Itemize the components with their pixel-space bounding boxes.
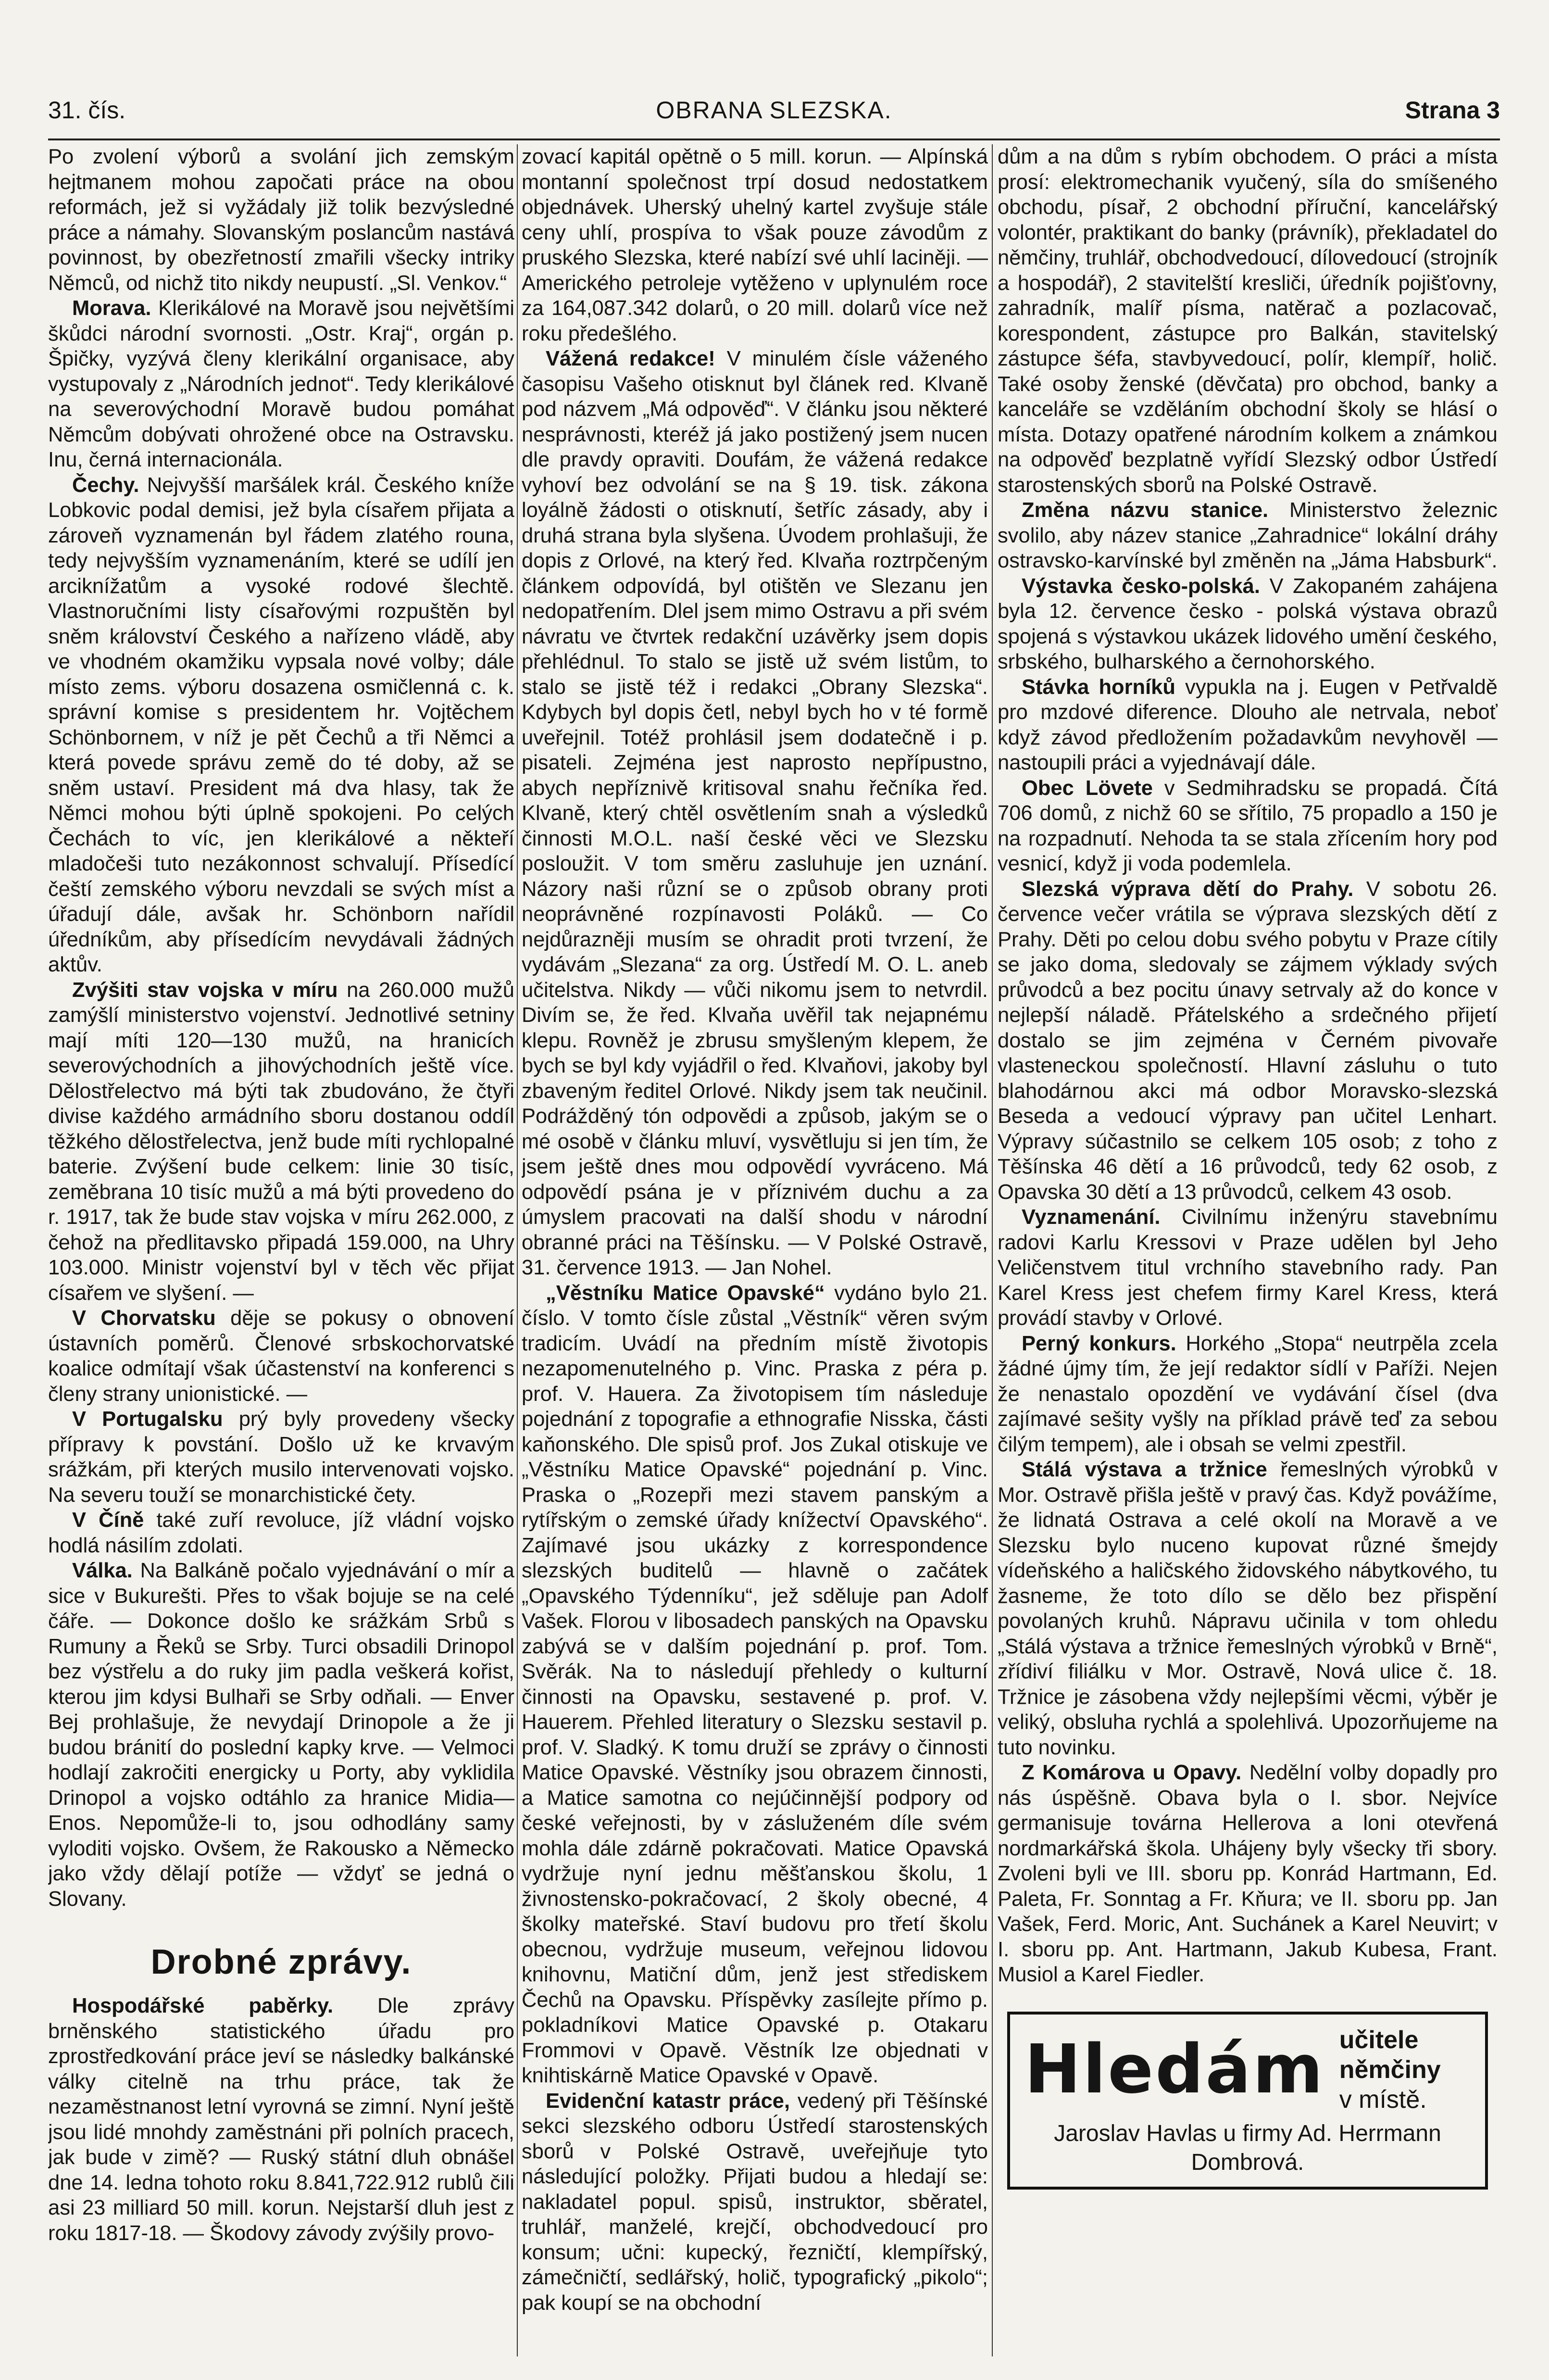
article-text: Civilnímu inženýru stavebnímu radovi Karlu Kressovi v Praze udělen byl Jeho Veličenstvem titul vrchního stavebního rady. Pan Karel Kress jest chefem firmy Karel Kress, která provádí stavby v Orlové. bbox=[998, 1206, 1498, 1330]
newspaper-title: OBRANA SLEZSKA. bbox=[656, 97, 892, 124]
article-text: řemeslných výrobků v Mor. Ostravě přišla ještě v pravý čas. Když povážíme, že lidnatá Ostrava a celé okolí na Moravě a ve Slezsku bylo nuceno kupovat různé šmejdy vídeňského a haličského židovského nábytkového, tu žasneme, že toto dílo se dělo bez přispění povolaných kruhů. Nápravu učinila v tom ohledu „Stálá výstava a tržnice řemeslných výrobků v Brně“, zřídiví filiálku v Mor. Ostravě, Nová ulice č. 18. Tržnice je zásobena vždy nejlepšími věcmi, výběr je veliký, obsluha rychlá a spolehlivá. Upozorňujeme na tuto novinku. bbox=[998, 1458, 1498, 1759]
article-paragraph bbox=[48, 1407, 514, 1508]
article-paragraph bbox=[998, 1331, 1498, 1458]
issue-number: 31. čís. bbox=[48, 97, 126, 124]
article-paragraph bbox=[48, 1306, 514, 1407]
article-keyword: V Chorvatsku bbox=[72, 1307, 216, 1330]
article-paragraph bbox=[998, 877, 1498, 1205]
article-keyword: Hospodářské paběrky. bbox=[72, 1994, 334, 2017]
article-text: vydáno bylo 21. číslo. V tomto čísle zůstal „Věstník“ věren svým tradicím. Uvádí na předním místě životopis nezapomenutelného p. Vinc. Praska z péra p. prof. V. Hauera. Za životopisem tím následuje pojednání z topografie a ethnografie Nisska, části kaňonského. Dle spisů prof. Jos Zukal otiskuje ve „Věstníku Matice Opavské“ pojednání p. Vinc. Praska o „Rozepři mezi stavem panským a rytířským o zemské úřady knížectví Opavského“. Zajímavé jsou ukázky z korrespondence slezských buditelů — hlavně o začátek „Opavského Týdenníku“, jež sděluje pan Adolf Vašek. Florou v libosadech panských na Opavsku zabývá se v dalším pojednání p. prof. Tom. Svěrák. Na to následují přehledy o kulturní činnosti na Opavsku, sestavené p. prof. V. Hauerem. Přehled literatury o Slezsku sestavil p. prof. V. Sladký. K tomu druží se zprávy o činnosti Matice Opavské. Věstníky jsou obrazem činnosti, a Matice samotna co nejúčinnější podpory od české veřejnosti, by v zásluženém díle svém mohla dále zdárně pokračovati. Matice Opavská vydržuje nyní jednu měšťanskou školu, 1 živnostensko-pokračovací, 2 školy obecné, 4 školky mateřské. Staví budovu pro třetí školu obecnou, vydržuje museum, veřejnou lidovou knihovnu, Matiční dům, jenž jest střediskem Čechů na Opavsku. Příspěvky zasílejte přímo p. pokladníkovi Matice Opavské p. Otakaru Frommovi v Opavě. Věstník lze objednati v knihtiskárně Matice Opavské v Opavě. bbox=[522, 1281, 988, 2087]
article-keyword: Vyznamenání. bbox=[1022, 1206, 1161, 1229]
article-keyword: Stálá výstava a tržnice bbox=[1022, 1458, 1267, 1481]
article-keyword: Změna názvu stanice. bbox=[1022, 499, 1269, 522]
section-heading: Drobné zprávy. bbox=[150, 1943, 412, 1981]
article-keyword: Čechy. bbox=[72, 473, 139, 497]
article-text: vypukla na j. Eugen v Petřvaldě pro mzdové diference. Dlouho ale netrvala, neboť když závod předložením požadavkům nevyhověl — nastoupili práci a vyjednávají dále. bbox=[998, 675, 1498, 774]
article-keyword: Stávka horníků bbox=[1022, 675, 1175, 699]
article-keyword: V Číně bbox=[72, 1509, 144, 1532]
article-keyword: V Portugalsku bbox=[72, 1408, 223, 1431]
column-2 bbox=[522, 144, 988, 2356]
article-keyword: Morava. bbox=[72, 297, 151, 320]
article-text: také zuří revoluce, jíž vládní vojsko hodlá násilím zdolati. bbox=[48, 1509, 514, 1557]
article-text: Dle zprávy brněnského statistického úřadu pro zprostředkování práce jeví se následky balkánské války citelně na trhu práce, tak že nezaměstnanost letní vyrovná se zimní. Nyní ještě jsou lidé mnohdy zaměstnáni při polních pracech, jak bude v zimě? — Ruský státní dluh obnášel dne 14. ledna tohoto roku 8.841,722.912 rublů čili asi 23 milliard 50 mill. korun. Nejstarší dluh jest z roku 1817-18. — Škodovy závody zvýšily provo- bbox=[48, 1994, 514, 2245]
article-keyword: Zvýšiti stav vojska v míru bbox=[72, 978, 338, 1002]
ad-signature-line: Dombrová. bbox=[1191, 2149, 1304, 2175]
article-paragraph: zovací kapitál opětně o 5 mill. korun. — Alpínská montanní společnost trpí dosud nedostatkem objednávek. Uherský uhelný kartel zvyšuje stále ceny uhlí, prospíva to však pouze závodům z pruského Slezska, které nabízí své uhlí laciněji. — Amerického petroleje vytěženo v uplynulém roce za 164,087.342 dolarů, o 20 mill. dolarů více než roku předešlého. bbox=[522, 145, 988, 345]
article-paragraph bbox=[998, 675, 1498, 776]
article-text: děje se pokusy o obnovení ústavních poměrů. Členové srbskochorvatské koalice odmítají však účastenství na konferenci s členy strany unionistické. — bbox=[48, 1307, 514, 1406]
ad-headline-row bbox=[1024, 2025, 1471, 2115]
article-text: V Zakopaném zahájena byla 12. července česko - polská výstava obrazů spojená s výstavkou ukázek lidového umění českého, srbského, bulharského a černohorského. bbox=[998, 574, 1498, 673]
column-1 bbox=[48, 144, 514, 2356]
ad-signature bbox=[1024, 2119, 1471, 2177]
article-paragraph bbox=[998, 1205, 1498, 1331]
article-paragraph bbox=[48, 978, 514, 1306]
article-keyword: Slezská výprava dětí do Prahy. bbox=[1022, 877, 1354, 901]
article-paragraph bbox=[48, 296, 514, 473]
ad-headline: Hledám bbox=[1024, 2030, 1325, 2109]
article-paragraph bbox=[998, 776, 1498, 877]
article-text: Nejvyšší maršálek král. Českého kníže Lobkovic podal demisi, jež byla císařem přijata a zároveň vyznamenán byl řádem zlatého rouna, tedy nejvyšším vyznamenáním, které se udílí jen arciknížatům a vysoké rodové šlechtě. Vlastnoručními listy císařovými rozpuštěn byl sněm království Českého a nařízeno vládě, aby ve vhodném okamžiku vypsala nové volby; dále místo zems. výboru dosazena osmičlenná c. k. správní komise s presidentem hr. Vojtěchem Schönbornem, v níž je pět Čechů a tři Němci a která povede správu země do té doby, až se sněm ustaví. President má dva hlasy, tak že Němci mohou býti úplně spokojeni. Po celých Čechách to víc, jen klerikálové a někteří mladočeši tuto nezákonnost schvalují. Přísedící čeští zemského výboru nevzdali se svých míst a úřadují dále, avšak hr. Schönborn nařídil úředníkům, aby přísedícím nevydávali žádných aktův. bbox=[48, 473, 514, 976]
article-text: Na Balkáně počalo vyjednávání o mír a sice v Bukurešti. Přes to však bojuje se na celé čáře. — Dokonce došlo ke srážkám Srbů s Rumuny a Řeků se Srby. Turci obsadili Drinopol bez výstřelu a do ruky jim padla veškerá kořist, kterou jim kdysi Bulhaři se Srby odňali. — Enver Bej prohlašuje, že nevydají Drinopole a že ji budou bránití do poslední kapky krve. — Velmoci hodlají zakročiti energicky u Porty, aby vyklidila Drinopol a vojsko odtáhlo za hranice Midia—Enos. Nepomůže-li to, jsou odhodlány samy vyloditi vojsko. Ovšem, že Rakousko a Německo jako vždy dělají potíže — vždyť se jedná o Slovany. bbox=[48, 1559, 514, 1911]
article-text: na 260.000 mužů zamýšlí ministerstvo vojenství. Jednotlivé setniny mají míti 120—130 mužů, na hranicích severovýchodních a jihovýchodních ještě více. Dělostřelectvo má býti tak zbudováno, že čtyři divise každého armádního sboru dostanou oddíl těžkého dělostřelectva, jenž bude míti rychlopalné baterie. Zvýšení bude celkem: linie 30 tisíc, zeměbrana 10 tisíc mužů a má býti provedeno do r. 1917, tak že bude stav vojska v míru 262.000, z čehož na předlitavsko připadá 159.000, na Uhry 103.000. Ministr vojenství byl v těch věc přijat císařem ve slyšení. — bbox=[48, 978, 514, 1305]
article-paragraph bbox=[522, 1281, 988, 2089]
article-keyword: Válka. bbox=[72, 1559, 133, 1582]
article-text: Ministerstvo železnic svolilo, aby název stanice „Zahradnice“ lokální dráhy ostravsko-karvínské byl změněn na „Jáma Habsburk“. bbox=[998, 499, 1498, 572]
page-number: Strana 3 bbox=[1405, 97, 1500, 124]
article-text: vedený při Těšínské sekci slezského odboru Ústředí starostenských sborů v Polské Ostravě, uveřejňuje tyto následující položky. Přijati budou a hledají se: nakladatel popul. spisů, instruktor, sběratel, truhlář, manželé, krejčí, obchodvedoucí pro konsum; učni: kupecký, řezničtí, klempířský, zámečničtí, sedlářský, holič, typografický „pikolo“; pak koupí se na obchodní bbox=[522, 2089, 988, 2315]
article-text: prý byly provedeny všecky přípravy k povstání. Došlo už ke krvavým srážkám, při kterých musilo intervenovati vojsko. Na severu touží se monarchistické čety. bbox=[48, 1408, 514, 1507]
ad-subtext bbox=[1339, 2025, 1471, 2115]
article-text: v Sedmihradsku se propadá. Čítá 706 domů, z nichž 60 se sřítilo, 75 propadlo a 150 je na rozpadnutí. Nehoda ta se stala zřícením hory pod vesnicí, když ji voda podemlela. bbox=[998, 776, 1498, 875]
ad-signature-line: Jaroslav Havlas u firmy Ad. Herrmann bbox=[1054, 2120, 1441, 2146]
page-header bbox=[48, 91, 1500, 135]
article-paragraph bbox=[998, 1760, 1498, 1988]
article-paragraph bbox=[48, 1993, 514, 2246]
ad-line: učitele němčiny bbox=[1339, 2026, 1441, 2084]
article-paragraph: dům a na dům s rybím obchodem. O práci a místa prosí: elektromechanik vyučený, síla do smíšeného obchodu, písař, 2 obchodní příruční, kancelářský volontér, praktikant do banky (právník), překladatel do němčiny, truhlář, obchodvedoucí, dílovedoucí (strojník a hospodář), 2 stavitelští kresliči, úředník pojišťovny, zahradník, malíř písma, natěrač a pozlacovač, korespondent, zástupce pro Balkán, stavitelský zástupce šéfa, stavbyvedoucí, polír, klempíř, holič. Také osoby ženské (děvčata) pro obchod, banky a kanceláře se vzděláním obchodní školy se hlásí o místa. Dotazy opatřené národním kolkem a známkou na odpověď bezplatně vyřídí Slezský odbor Ústředí starostenských sborů na Polské Ostravě. bbox=[998, 145, 1498, 497]
article-text: Klerikálové na Moravě jsou největšími škůdci národní svornosti. „Ostr. Kraj“, orgán p. Špičky, vyzývá členy klerikální organisace, aby vystupovaly z „Národních jednot“. Tedy klerikálové na severovýchodní Moravě budou pomáhat Němcům dobývati ohrožené obce na Ostravsku. Inu, černá internacionála. bbox=[48, 297, 514, 471]
article-keyword: Výstavka česko-polská. bbox=[1022, 574, 1260, 598]
article-text: Nedělní volby dopadly pro nás úspěšně. Obava byla o I. sbor. Nejvíce germanisuje továrna Hellerova a loni otevřená nordmarkářská škola. Uhájeny byly všecky tři sbory. Zvoleni byli ve III. sboru pp. Konrád Hartmann, Ed. Paleta, Fr. Sonntag a Fr. Kňura; ve II. sboru pp. Jan Vašek, Ferd. Moric, Ant. Suchánek a Karel Neuvirt; v I. sboru pp. Ant. Hartmann, Jakub Kubesa, Frant. Musiol a Karel Fiedler. bbox=[998, 1761, 1498, 1986]
column-divider bbox=[992, 144, 993, 2356]
article-paragraph bbox=[998, 1457, 1498, 1760]
article-paragraph bbox=[998, 574, 1498, 675]
article-paragraph bbox=[48, 473, 514, 978]
article-text: V sobotu 26. července večer vrátila se výprava slezských dětí z Prahy. Děti po celou dobu svého pobytu v Praze cítily se jako doma, sledovaly se zájmem výklady svých průvodců a bez pocitu únavy setrvaly až do konce v nejlepší náladě. Přátelského a srdečného přijetí dostalo se jim zejména v Černém pivovaře vlasteneckou společností. Hlavní zásluhu o tuto blahodárnou akci má odbor Moravsko-slezská Beseda a vedoucí výpravy pan učitel Lenhart. Výpravy súčastnilo se celkem 105 osob; z toho z Těšínska 46 dětí a 16 průvodců, tedy 62 osob, z Opavska 30 dětí a 13 průvodců, celkem 43 osob. bbox=[998, 877, 1498, 1204]
ad-line: v místě. bbox=[1339, 2085, 1427, 2114]
article-paragraph bbox=[48, 1558, 514, 1912]
article-keyword: Vážená redakce! bbox=[546, 347, 715, 370]
article-paragraph bbox=[522, 346, 988, 1281]
article-paragraph: Po zvolení výborů a svolání jich zemským hejtmanem mohou započati práce na obou reformách, jež si vyžádaly již tolik bezvýsledné práce a námahy. Slovanským poslancům nastává povinnost, by obezřetností zmařili všecky intriky Němců, od nichž tito nikdy neupustí. „Sl. Venkov.“ bbox=[48, 145, 514, 295]
classified-ad bbox=[1007, 2012, 1488, 2190]
article-text: Horkého „Stopa“ neutrpěla zcela žádné újmy tím, že její redaktor sídlí v Paříži. Nejen že nenastalo opozdění ve vydávání čísel (dva zajímavé sešity vyšly na příklad právě teď za sebou čilým tempem), ale i obsah se velmi zpestřil. bbox=[998, 1332, 1498, 1456]
article-paragraph bbox=[522, 2089, 988, 2316]
article-keyword: „Věstníku Matice Opavské“ bbox=[546, 1281, 825, 1305]
article-paragraph bbox=[48, 1508, 514, 1558]
article-keyword: Obec Lövete bbox=[1022, 776, 1153, 800]
article-text: V minulém čísle váženého časopisu Vašeho otisknut byl článek red. Klvaně pod názvem „Má odpověď“. V článku jsou některé nesprávnosti, kteréž já jako postižený jsem nucen dle pravdy opraviti. Doufám, že vážená redakce vyhoví bez odvolání se na § 19. tisk. zákona loyálně žádosti o otisknutí, šetříc zásady, aby i druhá strana byla slyšena. Úvodem prohlašuji, že dopis z Orlové, na který řed. Klvaňa roztrpčeným článkem odpovídá, byl otištěn ve Slezanu jen nedopatřením. Dlel jsem mimo Ostravu a při svém návratu ve čtvrtek redakční uzávěrky jsem dopis přehlédnul. To stalo se jistě už svém listům, to stalo se jistě též i redakci „Obrany Slezska“. Kdybych byl dopis četl, nebyl bych ho v té formě uveřejnil. Totéž prohlásil jsem dodatečně i p. pisateli. Zejména jest naprosto nepřípustno, abych nepříznivě kritisoval snahu řečníka řed. Klvaně, který chtěl osvětlením snah a výsledků činnosti M.O.L. naší české věci ve Slezsku posloužit. V tom směru zasluhuje jen uznání. Názory naši různí se o způsob obrany proti neoprávněné rozpínavosti Poláků. — Co nejdůrazněji musím se ohradit proti tvrzení, že vydávám „Slezana“ za org. Ústředí M. O. L. aneb učitelstva. Nikdy — vůči nikomu jsem to netvrdil. Divím se, že řed. Klvaňa uvěřil tak nejapnému klepu. Rovněž je zbrusu smyšleným klepem, že bych se byl kdy vyjádřil o řed. Klvaňovi, jakoby byl zbaveným ředitel Orlové. Nikdy jsem tak neučinil. Podrážděný tón odpovědi a způsob, jakým se o mé osobě v článku mluví, vysvětluju si jen tím, že jsem ještě dnes mou odpovědí vyvráceno. Má odpovědí psána je v příznivém duchu a za úmyslem pracovati na další shodu v národní obranné práci na Těšínsku. — V Polské Ostravě, 31. července 1913. — Jan Nohel. bbox=[522, 347, 988, 1279]
article-keyword: Z Komárova u Opavy. bbox=[1022, 1761, 1242, 1784]
article-paragraph bbox=[998, 498, 1498, 574]
article-keyword: Evidenční katastr práce, bbox=[546, 2089, 790, 2113]
article-keyword: Perný konkurs. bbox=[1022, 1332, 1176, 1355]
header-rule bbox=[48, 139, 1500, 140]
column-divider bbox=[517, 144, 518, 2356]
column-3 bbox=[998, 144, 1498, 2356]
